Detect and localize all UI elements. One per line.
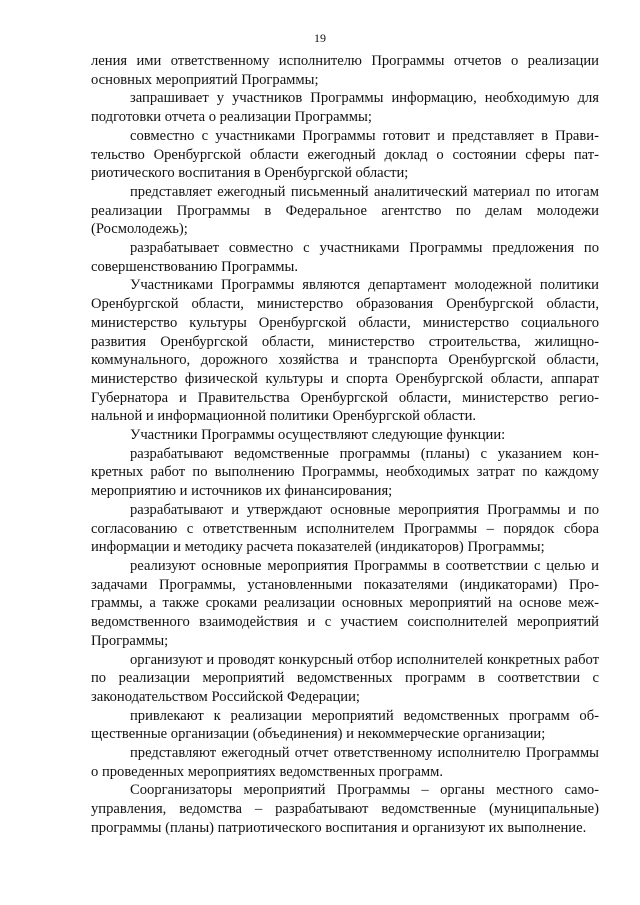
paragraph: Участниками Программы являются департамент молодежной политики Оренбургской области, министерство образования Оренбургской области, министерство культуры Оренбургской области, министерство социального развития Оренбургской области, министерство строительства, жилищно-коммунального, дорожного хозяйства и транспорта Оренбургской области, министерство физической культуры и спорта Оренбургской области, аппарат Губернатора и Правительства Оренбургской области, министерство региональной и информационной политики Оренбургской области. xyxy=(91,277,599,425)
paragraph: привлекают к реализации мероприятий ведомственных программ общественные организации (объединения) и некоммерческие организации; xyxy=(91,707,599,743)
paragraph: Участники Программы осуществляют следующие функции: xyxy=(130,427,506,444)
paragraph: совместно с участниками Программы готовит и представляет в Правительство Оренбургской области ежегодный доклад о состоянии сферы патриотического воспитания в Оренбургской области; xyxy=(91,127,599,182)
paragraph: реализуют основные мероприятия Программы в соответствии с целью и задачами Программы, установленными показателями (индикаторами) Программы, а также сроками реализации основных мероприятий на основе межведомственного взаимодействия и с участием соисполнителей мероприятий Программы; xyxy=(91,557,599,649)
paragraph: Соорганизаторы мероприятий Программы – органы местного самоуправления, ведомства – разрабатывают ведомственные (муниципальные) программы (планы) патриотического воспитания и организуют их выполнение. xyxy=(91,782,599,836)
paragraph: представляет ежегодный письменный аналитический материал по итогам реализации Программы в Федеральное агентство по делам молодежи (Росмолодежь); xyxy=(91,183,599,238)
paragraph: представляют ежегодный отчет ответственному исполнителю Программы о проведенных мероприятиях ведомственных программ. xyxy=(91,745,599,780)
paragraph: запрашивает у участников Программы информацию, необходимую для подготовки отчета о реализации Программы; xyxy=(91,90,599,126)
page-number: 19 xyxy=(314,31,326,45)
paragraph: организуют и проводят конкурсный отбор исполнителей конкретных работ по реализации мероприятий ведомственных программ в соответствии с законодательством Российской Федерации; xyxy=(91,651,599,705)
paragraph: разрабатывает совместно с участниками Программы предложения по совершенствованию Программы. xyxy=(91,240,599,275)
paragraph: разрабатывают ведомственные программы (планы) с указанием конкретных работ по выполнению Программы, необходимых затрат по каждому мероприятию и источников их финансирования; xyxy=(91,445,599,500)
paragraph: разрабатывают и утверждают основные мероприятия Программы и по согласованию с ответственным исполнителем Программы – порядок сбора информации и методику расчета показателей (индикаторов) Программы; xyxy=(91,501,599,556)
document-body xyxy=(91,52,599,838)
paragraph-continuation: ления ими ответственному исполнителю Программы отчетов о реализации основных мероприятий Программы; xyxy=(91,53,599,88)
